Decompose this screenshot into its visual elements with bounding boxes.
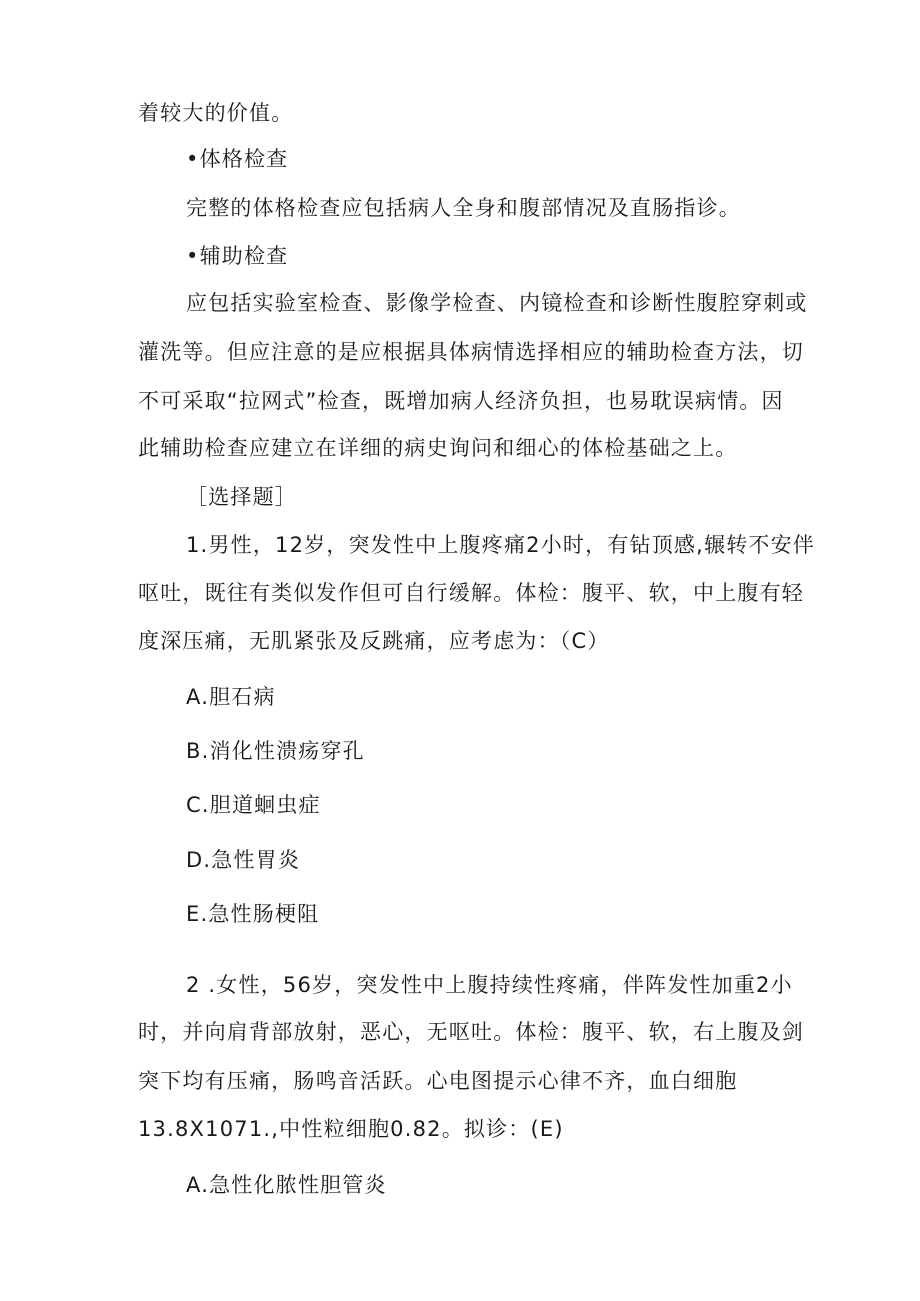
section-label: ［选择题］ <box>186 485 297 509</box>
physical-exam-body: 完整的体格检查应包括病人全身和腹部情况及直肠指诊。 <box>186 196 741 220</box>
auxiliary-exam-heading: •辅助检查 <box>186 244 289 268</box>
question1-line-1: 1.男性，12岁，突发性中上腹疼痛2小时，有钻顶感,辗转不安伴 <box>186 533 815 557</box>
question2-line-3: 突下均有压痛，肠鸣音活跃。心电图提示心律不齐，血白细胞 <box>138 1069 738 1093</box>
question1-line-2: 呕吐，既往有类似发作但可自行缓解。体检：腹平、软，中上腹有轻 <box>138 581 804 605</box>
auxiliary-exam-line-4: 此辅助检查应建立在详细的病史询问和细心的体检基础之上。 <box>138 436 738 460</box>
question1-option-d: D.急性胃炎 <box>186 848 301 872</box>
question2-line-4: 13.8X1071.,中性粒细胞0.82。拟诊：(E) <box>138 1117 564 1141</box>
question1-option-e: E.急性肠梗阻 <box>186 902 320 926</box>
auxiliary-exam-line-2: 灌洗等。但应注意的是应根据具体病情选择相应的辅助检查方法，切 <box>138 340 804 364</box>
question1-line-3: 度深压痛，无肌紧张及反跳痛，应考虑为：（C） <box>138 629 610 653</box>
question1-option-c: C.胆道蛔虫症 <box>186 793 321 817</box>
question1-option-b: B.消化性溃疡穿孔 <box>186 739 365 763</box>
physical-exam-heading: •体格检查 <box>186 147 289 171</box>
question1-option-a: A.胆石病 <box>186 685 276 709</box>
intro-tail-text: 着较大的价值。 <box>138 101 294 125</box>
auxiliary-exam-line-3: 不可采取“拉网式”检查，既增加病人经济负担，也易耽误病情。因 <box>138 389 784 413</box>
question2-line-1: 2 .女性，56岁，突发性中上腹持续性疼痛，伴阵发性加重2小 <box>186 973 793 997</box>
auxiliary-exam-line-1: 应包括实验室检查、影像学检查、内镜检查和诊断性腹腔穿刺或 <box>186 291 808 315</box>
question2-option-a: A.急性化脓性胆管炎 <box>186 1173 387 1197</box>
question2-line-2: 时，并向肩背部放射，恶心，无呕吐。体检：腹平、软，右上腹及剑 <box>138 1020 804 1044</box>
